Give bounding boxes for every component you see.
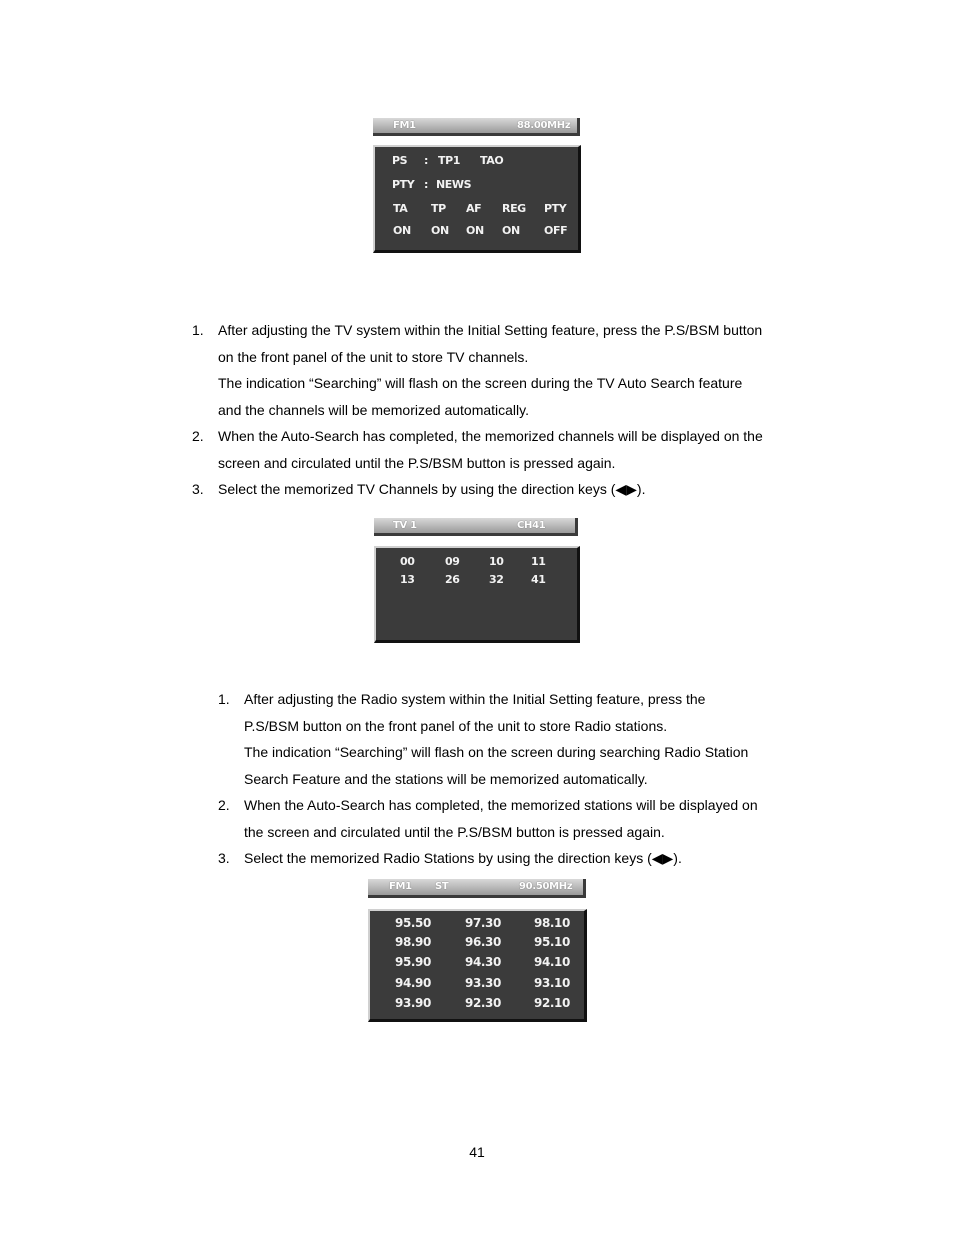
flag-name-pty: PTY (544, 202, 567, 215)
step-number: 3. (192, 481, 204, 497)
channel-cell: 13 (400, 573, 415, 586)
step-text: The indication “Searching” will flash on the screen during searching Radio Station (244, 744, 749, 760)
station-cell: 92.30 (465, 996, 501, 1010)
tv-screen-body (374, 546, 580, 643)
flag-name-tp: TP (431, 202, 446, 215)
channel-cell: 41 (531, 573, 546, 586)
step-text: screen and circulated until the P.S/BSM button is pressed again. (218, 454, 616, 471)
station-cell: 95.90 (395, 955, 431, 969)
radio-screen-body (368, 909, 587, 1022)
rds-info-screen (373, 118, 581, 254)
step-number: 1. (192, 322, 204, 338)
step-number: 3. (218, 850, 230, 866)
step-text: and the channels will be memorized automatically. (218, 401, 530, 418)
station-cell: 95.50 (395, 916, 431, 930)
station-cell: 93.30 (465, 976, 501, 990)
list-item (192, 317, 789, 423)
pty-separator: : (424, 178, 428, 191)
station-cell: 98.90 (395, 935, 431, 949)
rds-screen-header (373, 118, 580, 136)
station-cell: 98.10 (534, 916, 570, 930)
radio-screen-header (368, 879, 586, 898)
list-item (192, 476, 789, 503)
step-text: The indication “Searching” will flash on the screen during the TV Auto Search feature (218, 375, 743, 391)
tv-channel-screen (374, 518, 580, 643)
channel-cell: 10 (489, 555, 504, 568)
band-label: FM1 (393, 120, 416, 131)
station-cell: 93.10 (534, 976, 570, 990)
step-text: Select the memorized TV Channels by using the direction keys (◀▶). (218, 481, 646, 497)
page-number: 41 (469, 1144, 485, 1160)
pty-label: PTY (392, 178, 415, 191)
channel-cell: 32 (489, 573, 504, 586)
list-item (192, 423, 789, 476)
station-cell: 96.30 (465, 935, 501, 949)
step-text: After adjusting the Radio system within the Initial Setting feature, press the (244, 691, 706, 707)
tv-search-steps (192, 317, 789, 503)
band-label: TV 1 (393, 520, 417, 531)
step-number: 2. (192, 428, 204, 444)
list-item (218, 792, 789, 845)
step-text: Select the memorized Radio Stations by using the direction keys (◀▶). (244, 850, 682, 866)
station-cell: 94.90 (395, 976, 431, 990)
radio-search-steps (218, 686, 789, 872)
stereo-indicator: ST (435, 881, 449, 892)
frequency-label: 90.50MHz (519, 881, 573, 892)
station-cell: 94.10 (534, 955, 570, 969)
channel-cell: 09 (445, 555, 460, 568)
station-cell: 92.10 (534, 996, 570, 1010)
channel-cell: 11 (531, 555, 546, 568)
step-text: When the Auto-Search has completed, the memorized channels will be displayed on the (218, 428, 763, 444)
channel-label: CH41 (517, 520, 546, 531)
flag-state-ta: ON (393, 224, 411, 237)
band-label: FM1 (389, 881, 412, 892)
station-cell: 93.90 (395, 996, 431, 1010)
tv-screen-header (374, 518, 578, 536)
flag-name-ta: TA (393, 202, 408, 215)
step-text: on the front panel of the unit to store TV channels. (218, 348, 529, 365)
channel-cell: 00 (400, 555, 415, 568)
step-text: P.S/BSM button on the front panel of the unit to store Radio stations. (244, 717, 668, 734)
flag-state-af: ON (466, 224, 484, 237)
radio-station-screen (368, 879, 587, 1022)
step-text: After adjusting the TV system within the Initial Setting feature, press the P.S/BSM button (218, 322, 763, 338)
step-text: When the Auto-Search has completed, the memorized stations will be displayed on (244, 797, 758, 813)
step-text: the screen and circulated until the P.S/BSM button is pressed again. (244, 823, 665, 840)
ps-label: PS (392, 154, 408, 167)
pty-value: NEWS (436, 178, 472, 191)
ps-tp-value: TP1 (438, 154, 461, 167)
step-number: 1. (218, 691, 230, 707)
station-cell: 97.30 (465, 916, 501, 930)
station-cell: 94.30 (465, 955, 501, 969)
list-item (218, 845, 789, 872)
flag-name-af: AF (466, 202, 482, 215)
flag-state-tp: ON (431, 224, 449, 237)
channel-cell: 26 (445, 573, 460, 586)
frequency-label: 88.00MHz (517, 120, 571, 131)
rds-screen-body (373, 145, 581, 253)
ps-name-value: TAO (480, 154, 504, 167)
ps-separator: : (424, 154, 428, 167)
list-item (218, 686, 789, 792)
flag-state-reg: ON (502, 224, 520, 237)
flag-name-reg: REG (502, 202, 526, 215)
station-cell: 95.10 (534, 935, 570, 949)
step-text: Search Feature and the stations will be memorized automatically. (244, 770, 648, 787)
step-number: 2. (218, 797, 230, 813)
flag-state-pty: OFF (544, 224, 568, 237)
